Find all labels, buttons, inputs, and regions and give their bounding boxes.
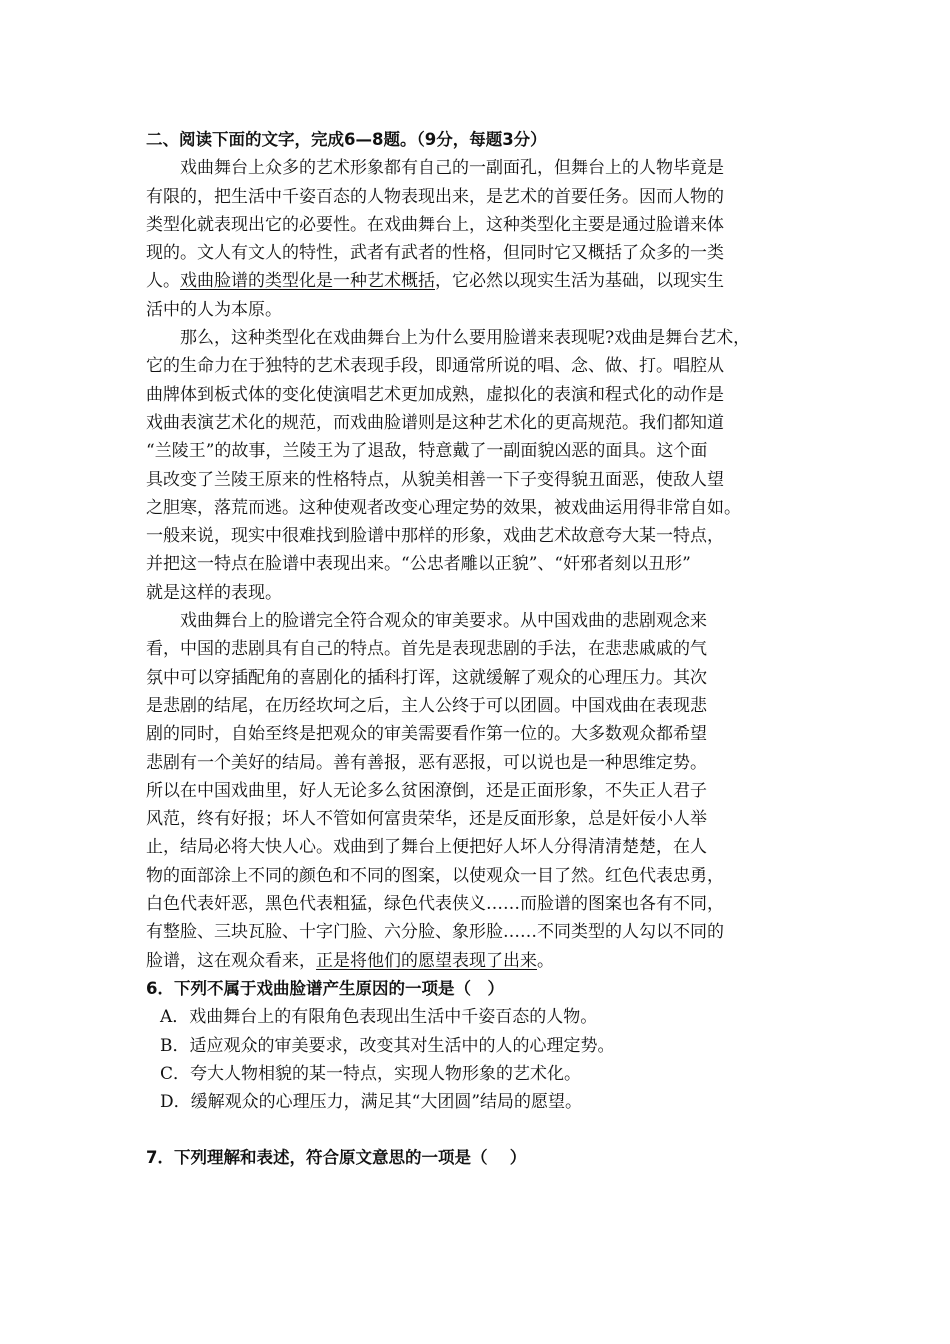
text-line: 戏曲舞台上的脸谱完全符合观众的审美要求。从中国戏曲的悲剧观念来 [180,611,707,632]
paragraph-2 [146,324,816,607]
text-line: 戏曲舞台上众多的艺术形象都有自己的一副面孔，但舞台上的人物毕竟是 [180,158,724,179]
question-6 [146,975,816,1116]
document-body [146,126,816,1173]
text-line: 止，结局必将大快人心。戏曲到了舞台上便把好人坏人分得清清楚楚，在人 [146,837,707,858]
text-line: “兰陵王”的故事，兰陵王为了退敌，特意戴了一副面貌凶恶的面具。这个面 [146,441,708,462]
section-heading: 二、阅读下面的文字，完成6—8题。（9分，每题3分） [146,130,547,149]
text-line: 就是这样的表现。 [146,582,282,603]
text-line: 戏曲表演艺术化的规范，而戏曲脸谱则是这种艺术化的更高规范。我们都知道 [146,412,724,433]
text-line: 剧的同时，自始至终是把观众的审美需要看作第一位的。大多数观众都希望 [146,724,707,745]
option-c: C．夸大人物相貌的某一特点，实现人物形象的艺术化。 [160,1063,582,1084]
text-line: 物的面部涂上不同的颜色和不同的图案，以使观众一目了然。红色代表忠勇， [146,865,724,886]
text-line: 并把这一特点在脸谱中表现出来。“公忠者雕以正貌”、“奸邪者刻以丑形” [146,554,691,575]
text-line: 看，中国的悲剧具有自己的特点。首先是表现悲剧的手法，在悲悲戚戚的气 [146,639,707,660]
underlined-phrase: 戏曲脸谱的类型化是一种艺术概括 [180,271,435,292]
underlined-phrase: 正是将他们的愿望表现了出来 [316,950,537,971]
text-line [146,267,816,295]
text-line: 具改变了兰陵王原来的性格特点，从貌美相善一下子变得貌丑面恶，使敌人望 [146,469,724,490]
text-line: 类型化就表现出它的必要性。在戏曲舞台上，这种类型化主要是通过脸谱来体 [146,214,724,235]
text-line: 有限的，把生活中千姿百态的人物表现出来，是艺术的首要任务。因而人物的 [146,186,724,207]
text-line: 风范，终有好报；坏人不管如何富贵荣华，还是反面形象，总是奸佞小人举 [146,809,707,830]
text-line: 所以在中国戏曲里，好人无论多么贫困潦倒，还是正面形象，不失正人君子 [146,780,707,801]
text-line: 一般来说，现实中很难找到脸谱中那样的形象，戏曲艺术故意夸大某一特点， [146,526,724,547]
text-segment: ，它必然以现实生活为基础，以现实生 [435,271,724,292]
paragraph-1 [146,154,816,324]
option-b: B．适应观众的审美要求，改变其对生活中的人的心理定势。 [160,1035,615,1056]
text-segment: 脸谱，这在观众看来， [146,950,316,971]
option-a: A．戏曲舞台上的有限角色表现出生活中千姿百态的人物。 [160,1007,598,1028]
option-d: D．缓解观众的心理压力，满足其“大团圆”结局的愿望。 [160,1092,583,1113]
question-stem: 7．下列理解和表述，符合原文意思的一项是（ ） [146,1148,527,1168]
text-segment: 。 [537,950,554,971]
text-line: 有整脸、三块瓦脸、十字门脸、六分脸、象形脸……不同类型的人勾以不同的 [146,922,724,943]
paragraph-3 [146,607,816,975]
text-line: 那么，这种类型化在戏曲舞台上为什么要用脸谱来表现呢?戏曲是舞台艺术， [180,328,751,349]
text-line: 现的。文人有文人的特性，武者有武者的性格，但同时它又概括了众多的一类 [146,243,724,264]
question-stem: 6．下列不属于戏曲脸谱产生原因的一项是（ ） [146,978,504,998]
question-7 [146,1144,816,1172]
text-line: 曲牌体到板式体的变化使演唱艺术更加成熟，虚拟化的表演和程式化的动作是 [146,384,724,405]
text-line: 氛中可以穿插配角的喜剧化的插科打诨，这就缓解了观众的心理压力。其次 [146,667,707,688]
spacer [146,1116,816,1144]
text-line: 它的生命力在于独特的艺术表现手段，即通常所说的唱、念、做、打。唱腔从 [146,356,724,377]
text-line [146,947,816,975]
text-line: 活中的人为本原。 [146,299,282,320]
text-segment: 人。 [146,271,180,292]
text-line: 之胆寒，落荒而逃。这种使观者改变心理定势的效果，被戏曲运用得非常自如。 [146,497,741,518]
text-line: 是悲剧的结尾，在历经坎坷之后，主人公终于可以团圆。中国戏曲在表现悲 [146,695,707,716]
text-line: 白色代表奸恶，黑色代表粗猛，绿色代表侠义……而脸谱的图案也各有不同， [146,894,724,915]
text-line: 悲剧有一个美好的结局。善有善报，恶有恶报，可以说也是一种思维定势。 [146,752,707,773]
